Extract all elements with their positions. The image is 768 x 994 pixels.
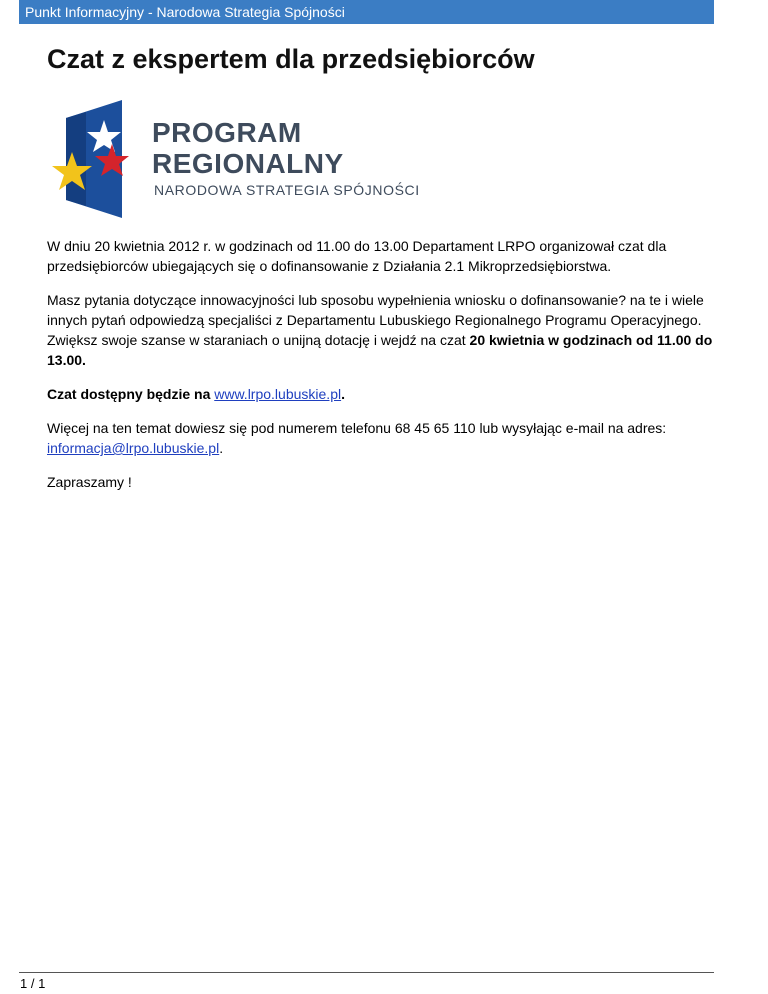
footer-divider (19, 972, 714, 973)
paragraph-questions-date: 20 kwietnia w godzinach od 11.00 do 13.00. (47, 332, 713, 368)
contact-end: . (219, 440, 224, 456)
page-indicator: 1 / 1 (20, 976, 46, 991)
paragraph-intro: W dniu 20 kwietnia 2012 r. w godzinach od 11.00 do 13.00 Departament LRPO organizował czat dla przedsiębiorców ubiegających się o dofinansowanie z Działania 2.1 Mikroprzedsiębiorstwa. (47, 238, 667, 274)
logo-text-program: PROGRAM (152, 117, 302, 148)
paragraph-questions-text: Masz pytania dotyczące innowacyjności lub sposobu wypełnienia wniosku o dofinansowanie? na te i wiele innych pytań odpowiedzą specjaliści z Departamentu Lubuskiego Regionalnego Programu Operacyjnego. Zwiększ swoje szanse w staraniach o unijną dotację i wejdź na czat (47, 292, 704, 348)
chat-location-label: Czat dostępny będzie na (47, 386, 215, 402)
paragraph-questions (47, 290, 719, 370)
program-regionalny-logo (46, 100, 446, 220)
lrpo-website-link[interactable]: www.lrpo.lubuskie.pl (214, 386, 342, 402)
article-title: Czat z ekspertem dla przedsiębiorców (47, 44, 535, 74)
chat-location-end: . (341, 386, 345, 402)
paragraph-invitation: Zapraszamy ! (47, 474, 132, 490)
paragraph-contact (47, 418, 719, 458)
site-title: Punkt Informacyjny - Narodowa Strategia Spójności (25, 4, 345, 20)
paragraph-chat-location (47, 384, 719, 404)
eu-flag-stars-icon (46, 100, 146, 220)
logo-text-regionalny: REGIONALNY (152, 148, 344, 179)
logo-text-strategy: NARODOWA STRATEGIA SPÓJNOŚCI (154, 182, 420, 198)
contact-text: Więcej na ten temat dowiesz się pod numerem telefonu 68 45 65 110 lub wysyłając e-mail na adres: (47, 420, 667, 436)
site-header-bar (19, 0, 714, 24)
email-link[interactable]: informacja@lrpo.lubuskie.pl (47, 440, 220, 456)
article-body (47, 236, 719, 506)
